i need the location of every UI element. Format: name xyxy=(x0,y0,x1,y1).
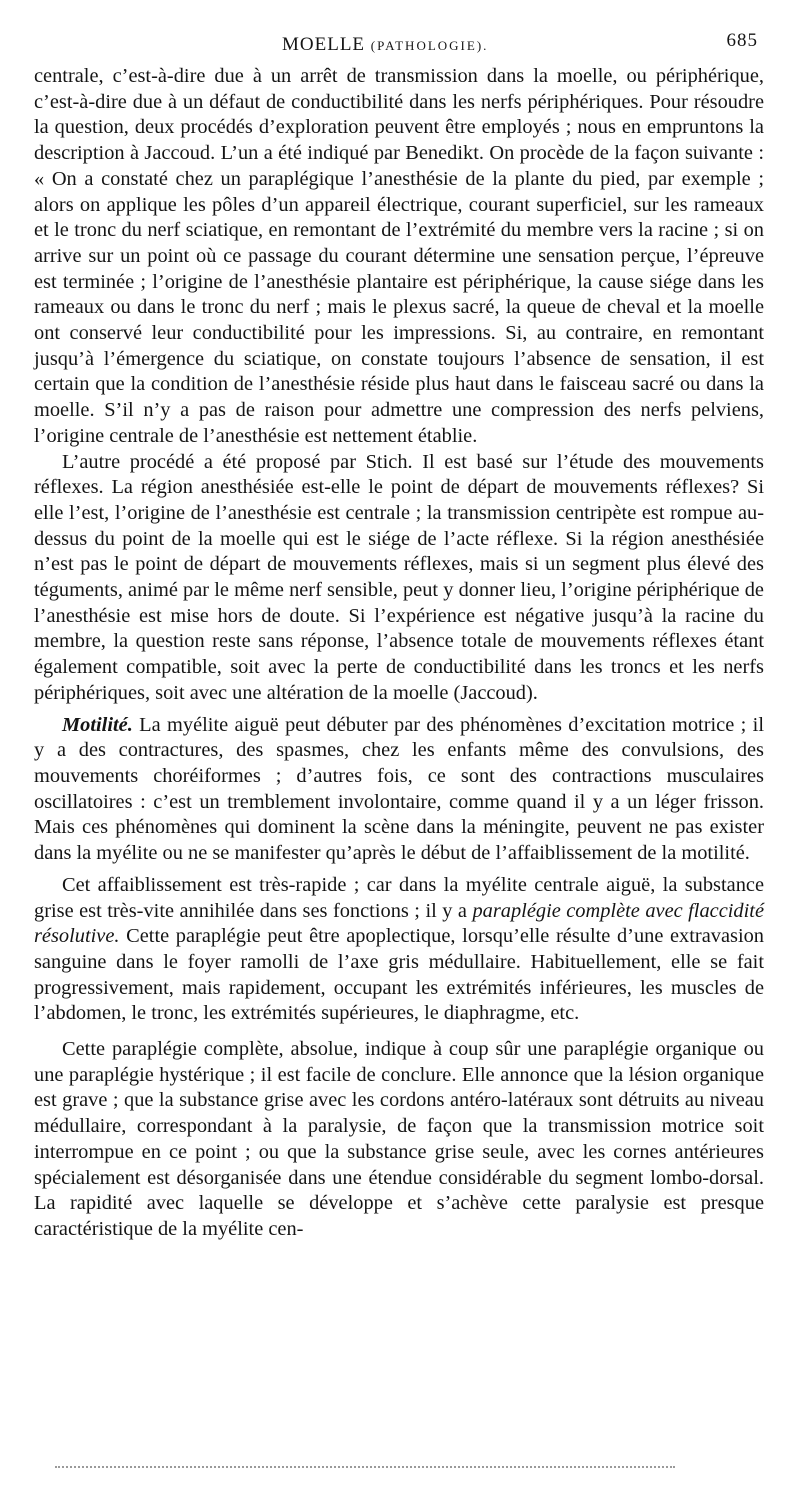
paragraph-paraplegie: Cette paraplégie complète, absolue, indique à coup sûr une paraplégie organique ou une paraplégie hystérique ; il est facile de conclure. Elle annonce que la lésion organique est grave ; que la substance grise avec les cordons antéro-latéraux sont détruits au niveau médullaire, correspondant à la paralysie, de façon que la transmission motrice soit interrompue en ce point ; ou que la substance grise seule, avec les cornes antérieures spécialement est désorganisée dans une étendue considérable du segment lombo-dorsal. La rapidité avec laquelle se développe et s’achève cette paralysie est presque caractéristique de la myélite cen- xyxy=(34,1038,764,1240)
running-head xyxy=(34,30,764,64)
motilite-text: La myélite aiguë peut débuter par des phénomènes d’excitation motrice ; il y a des contractures, des spasmes, chez les enfants même des convulsions, des mouvements choréiformes ; d’autres fois, ce sont des contractions musculaires oscillatoires : c’est un tremblement involontaire, comme quand il y a un léger frisson. Mais ces phénomènes qui dominent la scène dans la méningite, peuvent ne pas exister dans la myélite ou ne se manifester qu’après le début de l’affaiblissement de la motilité. xyxy=(34,713,764,865)
bleed-through-rule xyxy=(55,1466,675,1468)
book-page xyxy=(34,30,764,1243)
body-text xyxy=(34,64,764,1243)
running-title-main: MOELLE xyxy=(282,34,366,55)
paragraph-motilite xyxy=(34,713,764,867)
affaiblissement-text-before: Cet affaiblissement est très-rapide ; car dans la myélite centrale aiguë, la substance grise est très-vite annihilée dans ses fonctions ; il y a xyxy=(34,873,764,922)
paragraph-stich-method: L’autre procédé a été proposé par Stich. Il est basé sur l’étude des mouvements réflexes. La région anesthésiée est-elle le point de départ de mouvements réflexes? Si elle l’est, l’origine de l’anesthésie est centrale ; la transmission centripète est rompue au-dessus du point de la moelle qui est le siége de l’acte réflexe. Si la région anesthésiée n’est pas le point de départ de mouvements réflexes, mais si un segment plus élevé des téguments, animé par le même nerf sensible, peut y donner lieu, l’origine périphérique de l’anesthésie est mise hors de doute. Si l’expérience est négative jusqu’à la racine du membre, la question reste sans réponse, l’absence totale de mouvements réflexes étant également compatible, soit avec la perte de conductibilité dans les troncs et les nerfs périphériques, soit avec une altération de la moelle (Jaccoud). xyxy=(34,450,764,704)
paragraph-continuation: centrale, c’est-à-dire due à un arrêt de transmission dans la moelle, ou périphérique, c’est-à-dire due à un défaut de conductibilité dans les nerfs périphériques. Pour résoudre la question, deux procédés d’exploration peuvent être employés ; nous en empruntons la description à Jaccoud. L’un a été indiqué par Benedikt. On procède de la façon suivante : « On a constaté chez un paraplégique l’anesthésie de la plante du pied, par exemple ; alors on applique les pôles d’un appareil électrique, courant superficiel, sur les rameaux et le tronc du nerf sciatique, en remontant de l’extrémité du membre vers la racine ; si on arrive sur un point où ce passage du courant détermine une sensation perçue, l’épreuve est terminée ; l’origine de l’anesthésie plantaire est périphérique, la cause siége dans les rameaux ou dans le tronc du nerf ; mais le plexus sacré, la queue de cheval et la moelle ont conservé leur conductibilité pour les impressions. Si, au contraire, en remontant jusqu’à l’émergence du sciatique, on constate toujours l’absence de sensation, il est certain que la condition de l’anesthésie réside plus haut dans le faisceau sacré ou dans la moelle. S’il n’y a pas de raison pour admettre une compression des nerfs pelviens, l’origine centrale de l’anesthésie est nettement établie. xyxy=(34,65,764,447)
affaiblissement-italic-phrase: paraplégie complète avec flaccidité résolutive. xyxy=(34,899,765,948)
running-title xyxy=(282,34,488,56)
affaiblissement-text-after: Cette paraplégie peut être apoplectique, lorsqu’elle résulte d’une extravasion sanguine dans le foyer ramolli de l’axe gris médullaire. Habituellement, elle se fait progressivement, mais rapidement, occupant les extrémités inférieures, les muscles de l’abdomen, le tronc, les extrémités supérieures, le diaphragme, etc. xyxy=(34,925,764,1025)
running-title-subtitle: (PATHOLOGIE). xyxy=(370,38,489,53)
section-heading-motilite: Motilité. xyxy=(62,713,133,736)
page-number: 685 xyxy=(726,30,758,51)
paragraph-affaiblissement xyxy=(34,873,764,1027)
